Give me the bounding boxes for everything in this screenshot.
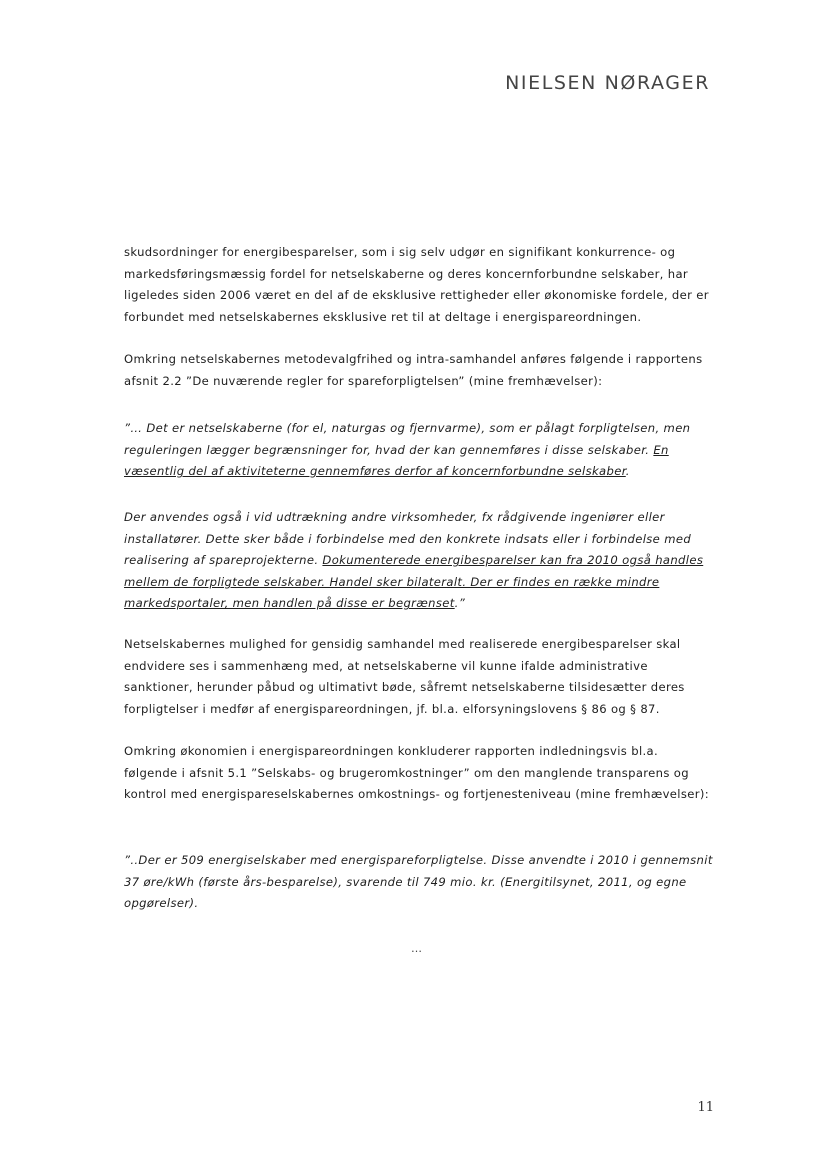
- quote-3: ”..Der er 509 energiselskaber med energispareforpligtelse. Disse anvendte i 2010 i gennemsnit 37 øre/kWh (første års-besparelse), svarende til 749 mio. kr. (Energitilsynet, 2011, og egne opgørelser).: [124, 853, 713, 911]
- paragraph-1: skudsordninger for energibesparelser, som i sig selv udgør en signifikant konkurrence- og markedsføringsmæssig fordel for netselskaberne og deres koncernforbundne selskaber, har ligeledes siden 2006 været en del af de eksklusive rettigheder eller økonomiske fordele, der er forbundet med netselskabernes eksklusive ret til at deltage i energispareordningen.: [124, 245, 709, 324]
- paragraph-2: Omkring netselskabernes metodevalgfrihed og intra-samhandel anføres følgende i rapportens afsnit 2.2 ”De nuværende regler for spareforpligtelsen” (mine fremhævelser):: [124, 352, 703, 388]
- quote-2-text: Der anvendes også i vid udtrækning andre virksomheder, fx rådgivende ingeniører eller installatører. Dette sker både i forbindelse med den konkrete indsats eller i forbindelse med realisering af spareprojekterne.: [124, 510, 692, 568]
- quote-1-text: ”… Det er netselskaberne (for el, naturgas og fjernvarme), som er pålagt forpligtelsen, men reguleringen lægger begrænsninger for, hvad der kan gennemføres i disse selskaber.: [124, 421, 691, 457]
- omission-ellipsis: …: [411, 942, 422, 955]
- company-logo: NIELSEN NØRAGER: [505, 72, 710, 94]
- paragraph-3: Netselskabernes mulighed for gensidig samhandel med realiserede energibesparelser skal endvidere ses i sammenhæng med, at netselskaberne vil kunne ifalde administrative sanktioner, herunder påbud og ultimativt bøde, såfremt netselskaberne tilsidesætter deres forpligtelser i medfør af energispareordningen, jf. bl.a. elforsyningslovens § 86 og § 87.: [124, 637, 685, 716]
- quote-1-end: .: [625, 464, 630, 479]
- paragraph-4: Omkring økonomien i energispareordningen konkluderer rapporten indledningsvis bl.a. følgende i afsnit 5.1 ”Selskabs- og brugeromkostninger” om den manglende transparens og kontrol med energispareselskabernes omkostnings- og fortjenesteniveau (mine fremhævelser):: [124, 744, 709, 802]
- quote-2: [124, 507, 714, 615]
- page-number: 11: [697, 1100, 714, 1115]
- quote-1: [124, 418, 714, 483]
- quote-2-end: .”: [454, 596, 466, 611]
- quote-2-emphasis: Dokumenterede energibesparelser kan fra 2010 også handles mellem de forpligtede selskaber. Handel sker bilateralt. Der er findes en række mindre markedsportaler, men handlen på disse er begrænset: [124, 553, 704, 611]
- quote-1-emphasis: En væsentlig del af aktiviteterne gennemføres derfor af koncernforbundne selskaber: [124, 442, 669, 479]
